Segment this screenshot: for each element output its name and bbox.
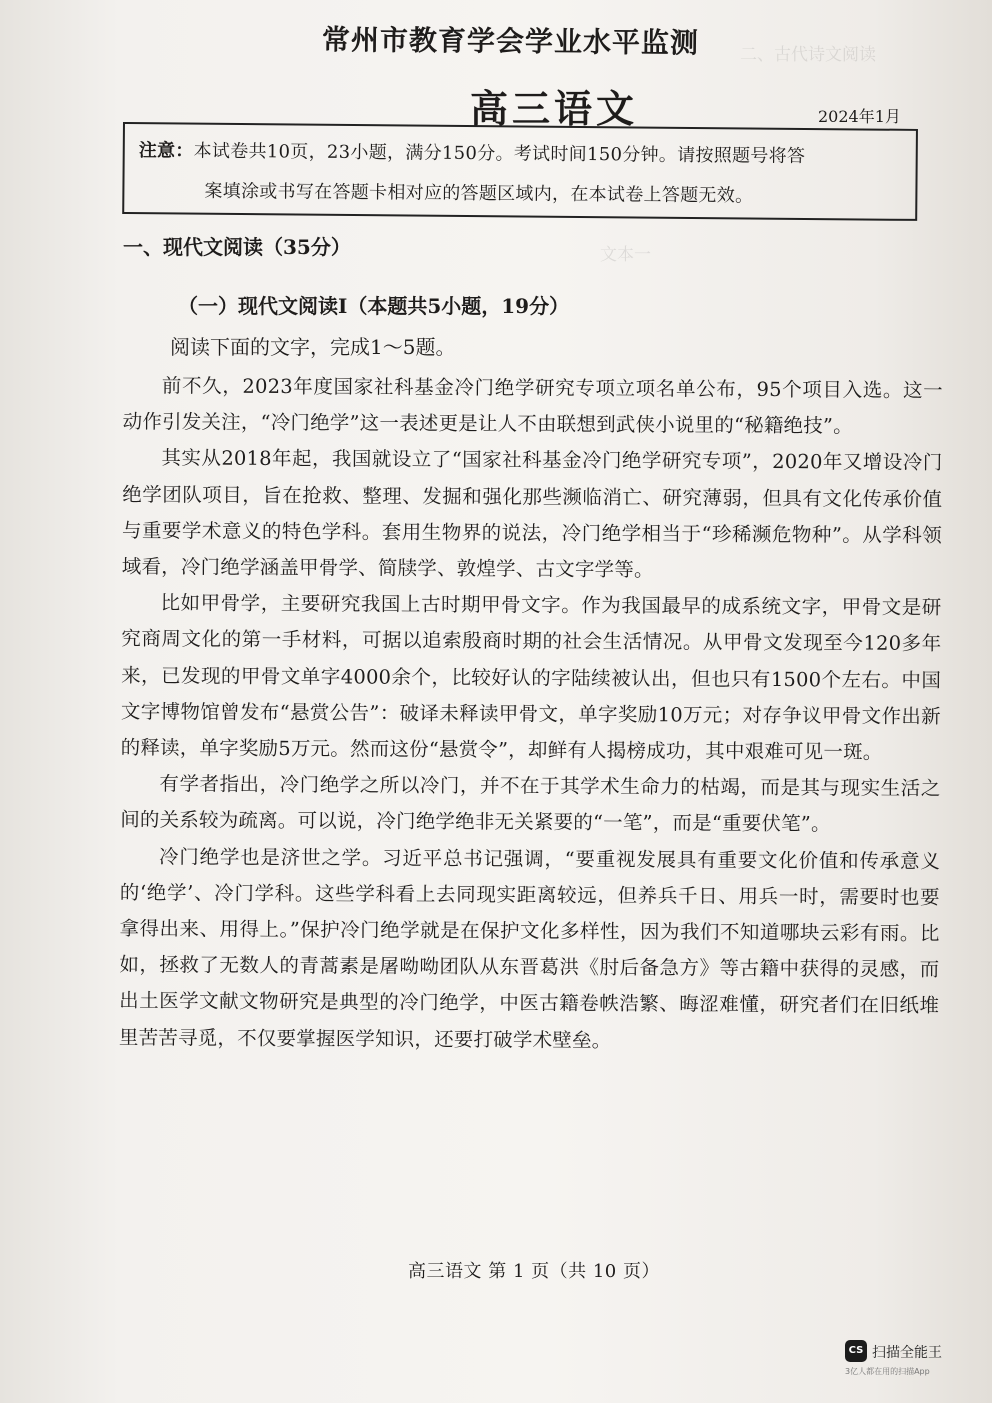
reading-instruction: 阅读下面的文字，完成1～5题。 xyxy=(170,335,456,359)
passage-paragraph: 比如甲骨学，主要研究我国上古时期甲骨文字。作为我国最早的成系统文字，甲骨文是研究商周文化的第一手材料，可据以追索殷商时期的社会生活情况。从甲骨文发现至今120多年来，已发现的甲骨文单字4000余个，比较好认的字陆续被认出，但也只有1500个左右。中国文字博物馆曾发布“悬赏公告”：破译未释读甲骨文，单字奖励10万元；对存争议甲骨文作出新的释读，单字奖励5万元。然而这份“悬赏令”，却鲜有人揭榜成功，其中艰难可见一斑。 xyxy=(120,591,942,764)
notice-line-2: 案填涂或书写在答题卡相对应的答题区域内，在本试卷上答题无效。 xyxy=(204,180,754,207)
exam-title: 高三语文 xyxy=(470,86,639,131)
scanner-tagline: 3亿人都在用的扫描App xyxy=(845,1367,930,1376)
passage-paragraph: 前不久，2023年度国家社科基金冷门绝学研究专项立项名单公布，95个项目入选。这一动作引发关注，“冷门绝学”这一表述更是让人不由联想到武侠小说里的“秘籍绝技”。 xyxy=(122,374,943,438)
notice-label: 注意： xyxy=(138,140,194,162)
scanner-watermark xyxy=(845,1340,965,1380)
bleed-through-shadow: 二、古代诗文阅读 xyxy=(740,45,876,65)
scanner-app-name: 扫描全能王 xyxy=(872,1345,942,1361)
page-footer: 高三语文 第 1 页（共 10 页） xyxy=(408,1261,660,1282)
section-title: 一、现代文阅读（35分） xyxy=(123,235,351,259)
passage-paragraph: 有学者指出，冷门绝学之所以冷门，并不在于其学术生命力的枯竭，而是其与现实生活之间的关系较为疏离。可以说，冷门绝学绝非无关紧要的“一笔”，而是“重要伏笔”。 xyxy=(120,772,941,836)
notice-line-1 xyxy=(139,136,806,168)
bleed-through-shadow: 文本一 xyxy=(600,245,651,265)
notice-box xyxy=(122,122,918,221)
reading-passage xyxy=(119,368,943,1061)
exam-date: 2024年1月 xyxy=(818,107,901,126)
notice-text-1: 本试卷共10页，23小题，满分150分。考试时间150分钟。请按照题号将答 xyxy=(193,140,806,167)
subsection-title: （一）现代文阅读Ⅰ（本题共5小题，19分） xyxy=(178,294,570,318)
passage-paragraph: 其实从2018年起，我国就设立了“国家社科基金冷门绝学研究专项”，2020年又增设冷门绝学团队项目，旨在抢救、整理、发掘和强化那些濒临消亡、研究薄弱，但具有文化传承价值与重要学术意义的特色学科。套用生物界的说法，冷门绝学相当于“珍稀濒危物种”。从学科领域看，冷门绝学涵盖甲骨学、简牍学、敦煌学、古文字学等。 xyxy=(121,446,943,582)
camscanner-logo-icon: CS xyxy=(845,1340,867,1362)
organization-title: 常州市教育学会学业水平监测 xyxy=(321,23,700,60)
passage-paragraph: 冷门绝学也是济世之学。习近平总书记强调，“要重视发展具有重要文化价值和传承意义的‘绝学’、冷门学科。这些学科看上去同现实距离较远，但养兵千日、用兵一时，需要时也要拿得出来、用得上。”保护冷门绝学就是在保护文化多样性，因为我们不知道哪块云彩有雨。比如，拯救了无数人的青蒿素是屠呦呦团队从东晋葛洪《肘后备急方》等古籍中获得的灵感，而出土医学文献文物研究是典型的冷门绝学，中医古籍卷帙浩繁、晦涩难懂，研究者们在旧纸堆里苦苦寻觅，不仅要掌握医学知识，还要打破学术壁垒。 xyxy=(118,844,941,1052)
